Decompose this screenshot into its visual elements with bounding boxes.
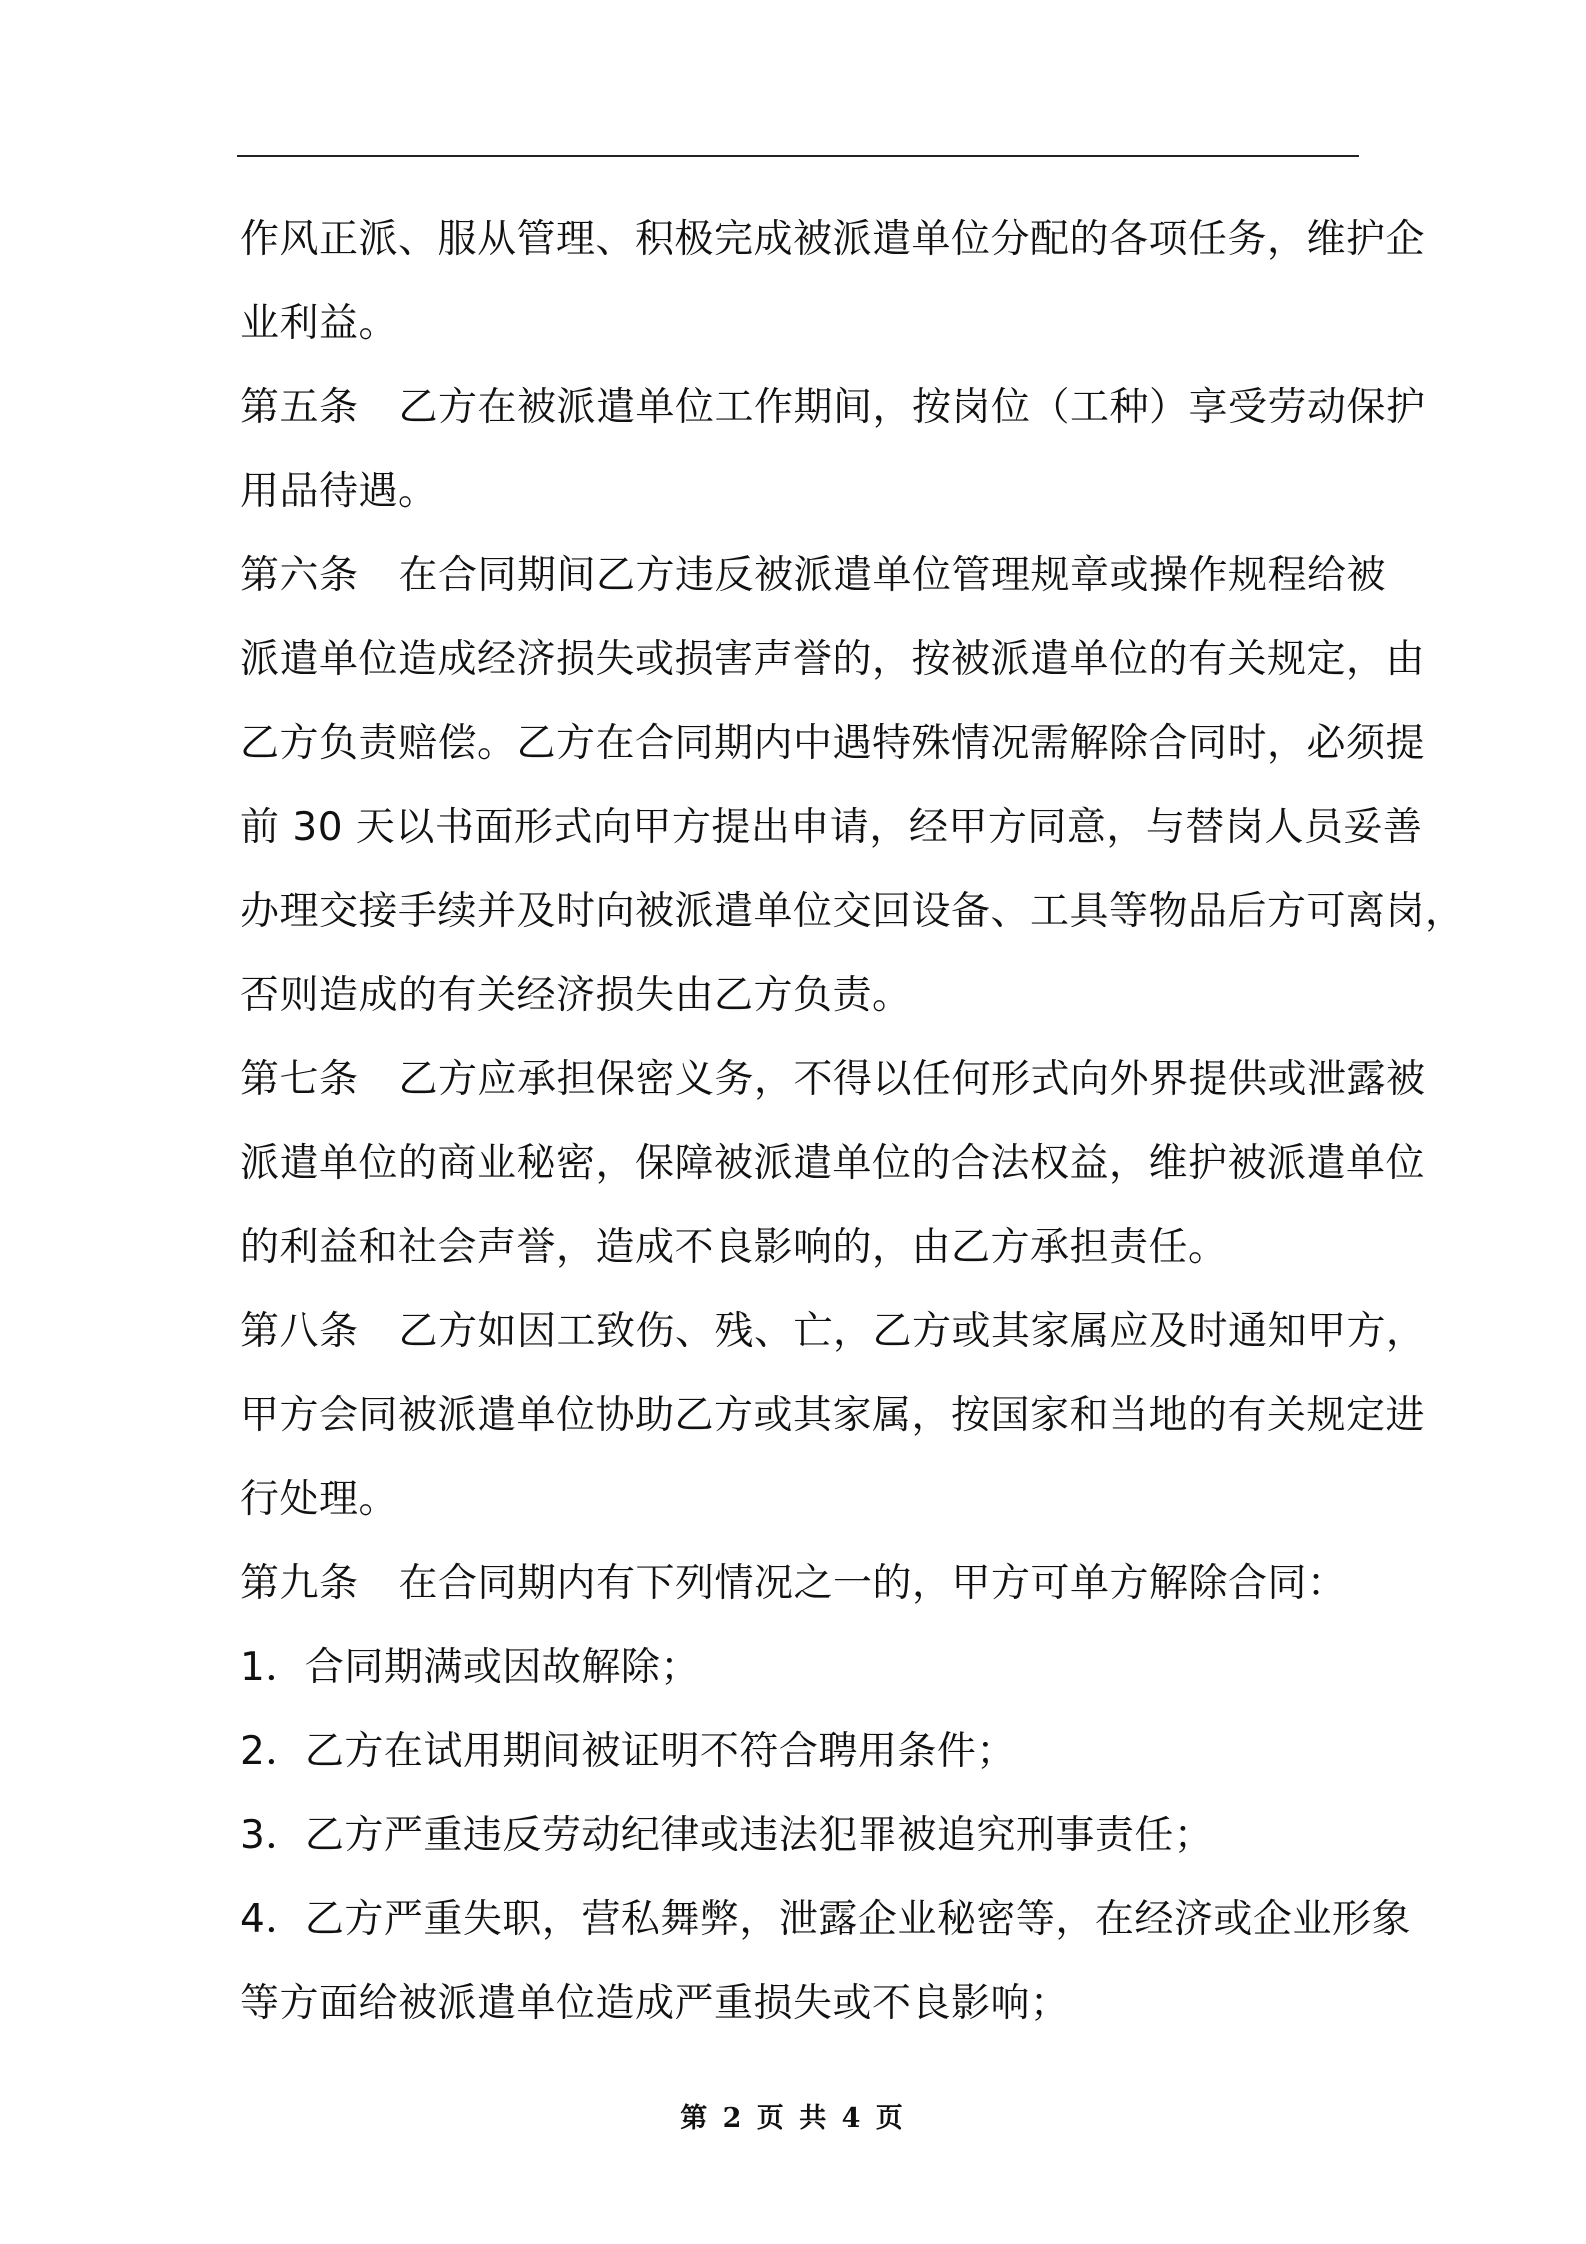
text-line: 的利益和社会声誉，造成不良影响的，由乙方承担责任。 <box>240 1225 1228 1270</box>
text-line: 办理交接手续并及时向被派遣单位交回设备、工具等物品后方可离岗， <box>240 889 1465 934</box>
list-item: 3．乙方严重违反劳动纪律或违法犯罪被追究刑事责任； <box>240 1813 1214 1858</box>
article-label: 第五条 <box>240 385 359 430</box>
text-line: 用品待遇。 <box>240 469 438 514</box>
article-8-line: 第八条 乙方如因工致伤、残、亡，乙方或其家属应及时通知甲方， <box>240 1309 1426 1354</box>
article-label: 第九条 <box>240 1561 359 1606</box>
text-line: 作风正派、服从管理、积极完成被派遣单位分配的各项任务，维护企 <box>240 217 1426 262</box>
document-body <box>240 198 1465 2046</box>
text-line: 业利益。 <box>240 301 399 346</box>
text-line: 行处理。 <box>240 1477 399 1522</box>
article-7-line: 第七条 乙方应承担保密义务，不得以任何形式向外界提供或泄露被 <box>240 1057 1426 1102</box>
list-item: 1．合同期满或因故解除； <box>240 1645 700 1690</box>
list-item: 2．乙方在试用期间被证明不符合聘用条件； <box>240 1729 1016 1774</box>
text-line: 乙方负责赔偿。乙方在合同期内中遇特殊情况需解除合同时，必须提 <box>240 721 1426 766</box>
article-5-line: 第五条 乙方在被派遣单位工作期间，按岗位（工种）享受劳动保护 <box>240 385 1426 430</box>
article-label: 第八条 <box>240 1309 359 1354</box>
article-label: 第六条 <box>240 553 359 598</box>
page-number: 第 2 页 共 4 页 <box>680 2103 906 2134</box>
header-rule <box>237 155 1359 157</box>
text-line: 派遣单位的商业秘密，保障被派遣单位的合法权益，维护被派遣单位 <box>240 1141 1426 1186</box>
article-9-line: 第九条 在合同期内有下列情况之一的，甲方可单方解除合同： <box>240 1561 1347 1606</box>
text-line: 否则造成的有关经济损失由乙方负责。 <box>240 973 912 1018</box>
article-label: 第七条 <box>240 1057 359 1102</box>
text-line: 前 30 天以书面形式向甲方提出申请，经甲方同意，与替岗人员妥善 <box>240 805 1423 850</box>
text-line: 甲方会同被派遣单位协助乙方或其家属，按国家和当地的有关规定进 <box>240 1393 1426 1438</box>
article-6-line: 第六条 在合同期间乙方违反被派遣单位管理规章或操作规程给被 <box>240 553 1387 598</box>
text-line: 等方面给被派遣单位造成严重损失或不良影响； <box>240 1981 1070 2026</box>
text-line: 派遣单位造成经济损失或损害声誉的，按被派遣单位的有关规定，由 <box>240 637 1426 682</box>
list-item: 4．乙方严重失职，营私舞弊，泄露企业秘密等，在经济或企业形象 <box>240 1897 1411 1942</box>
